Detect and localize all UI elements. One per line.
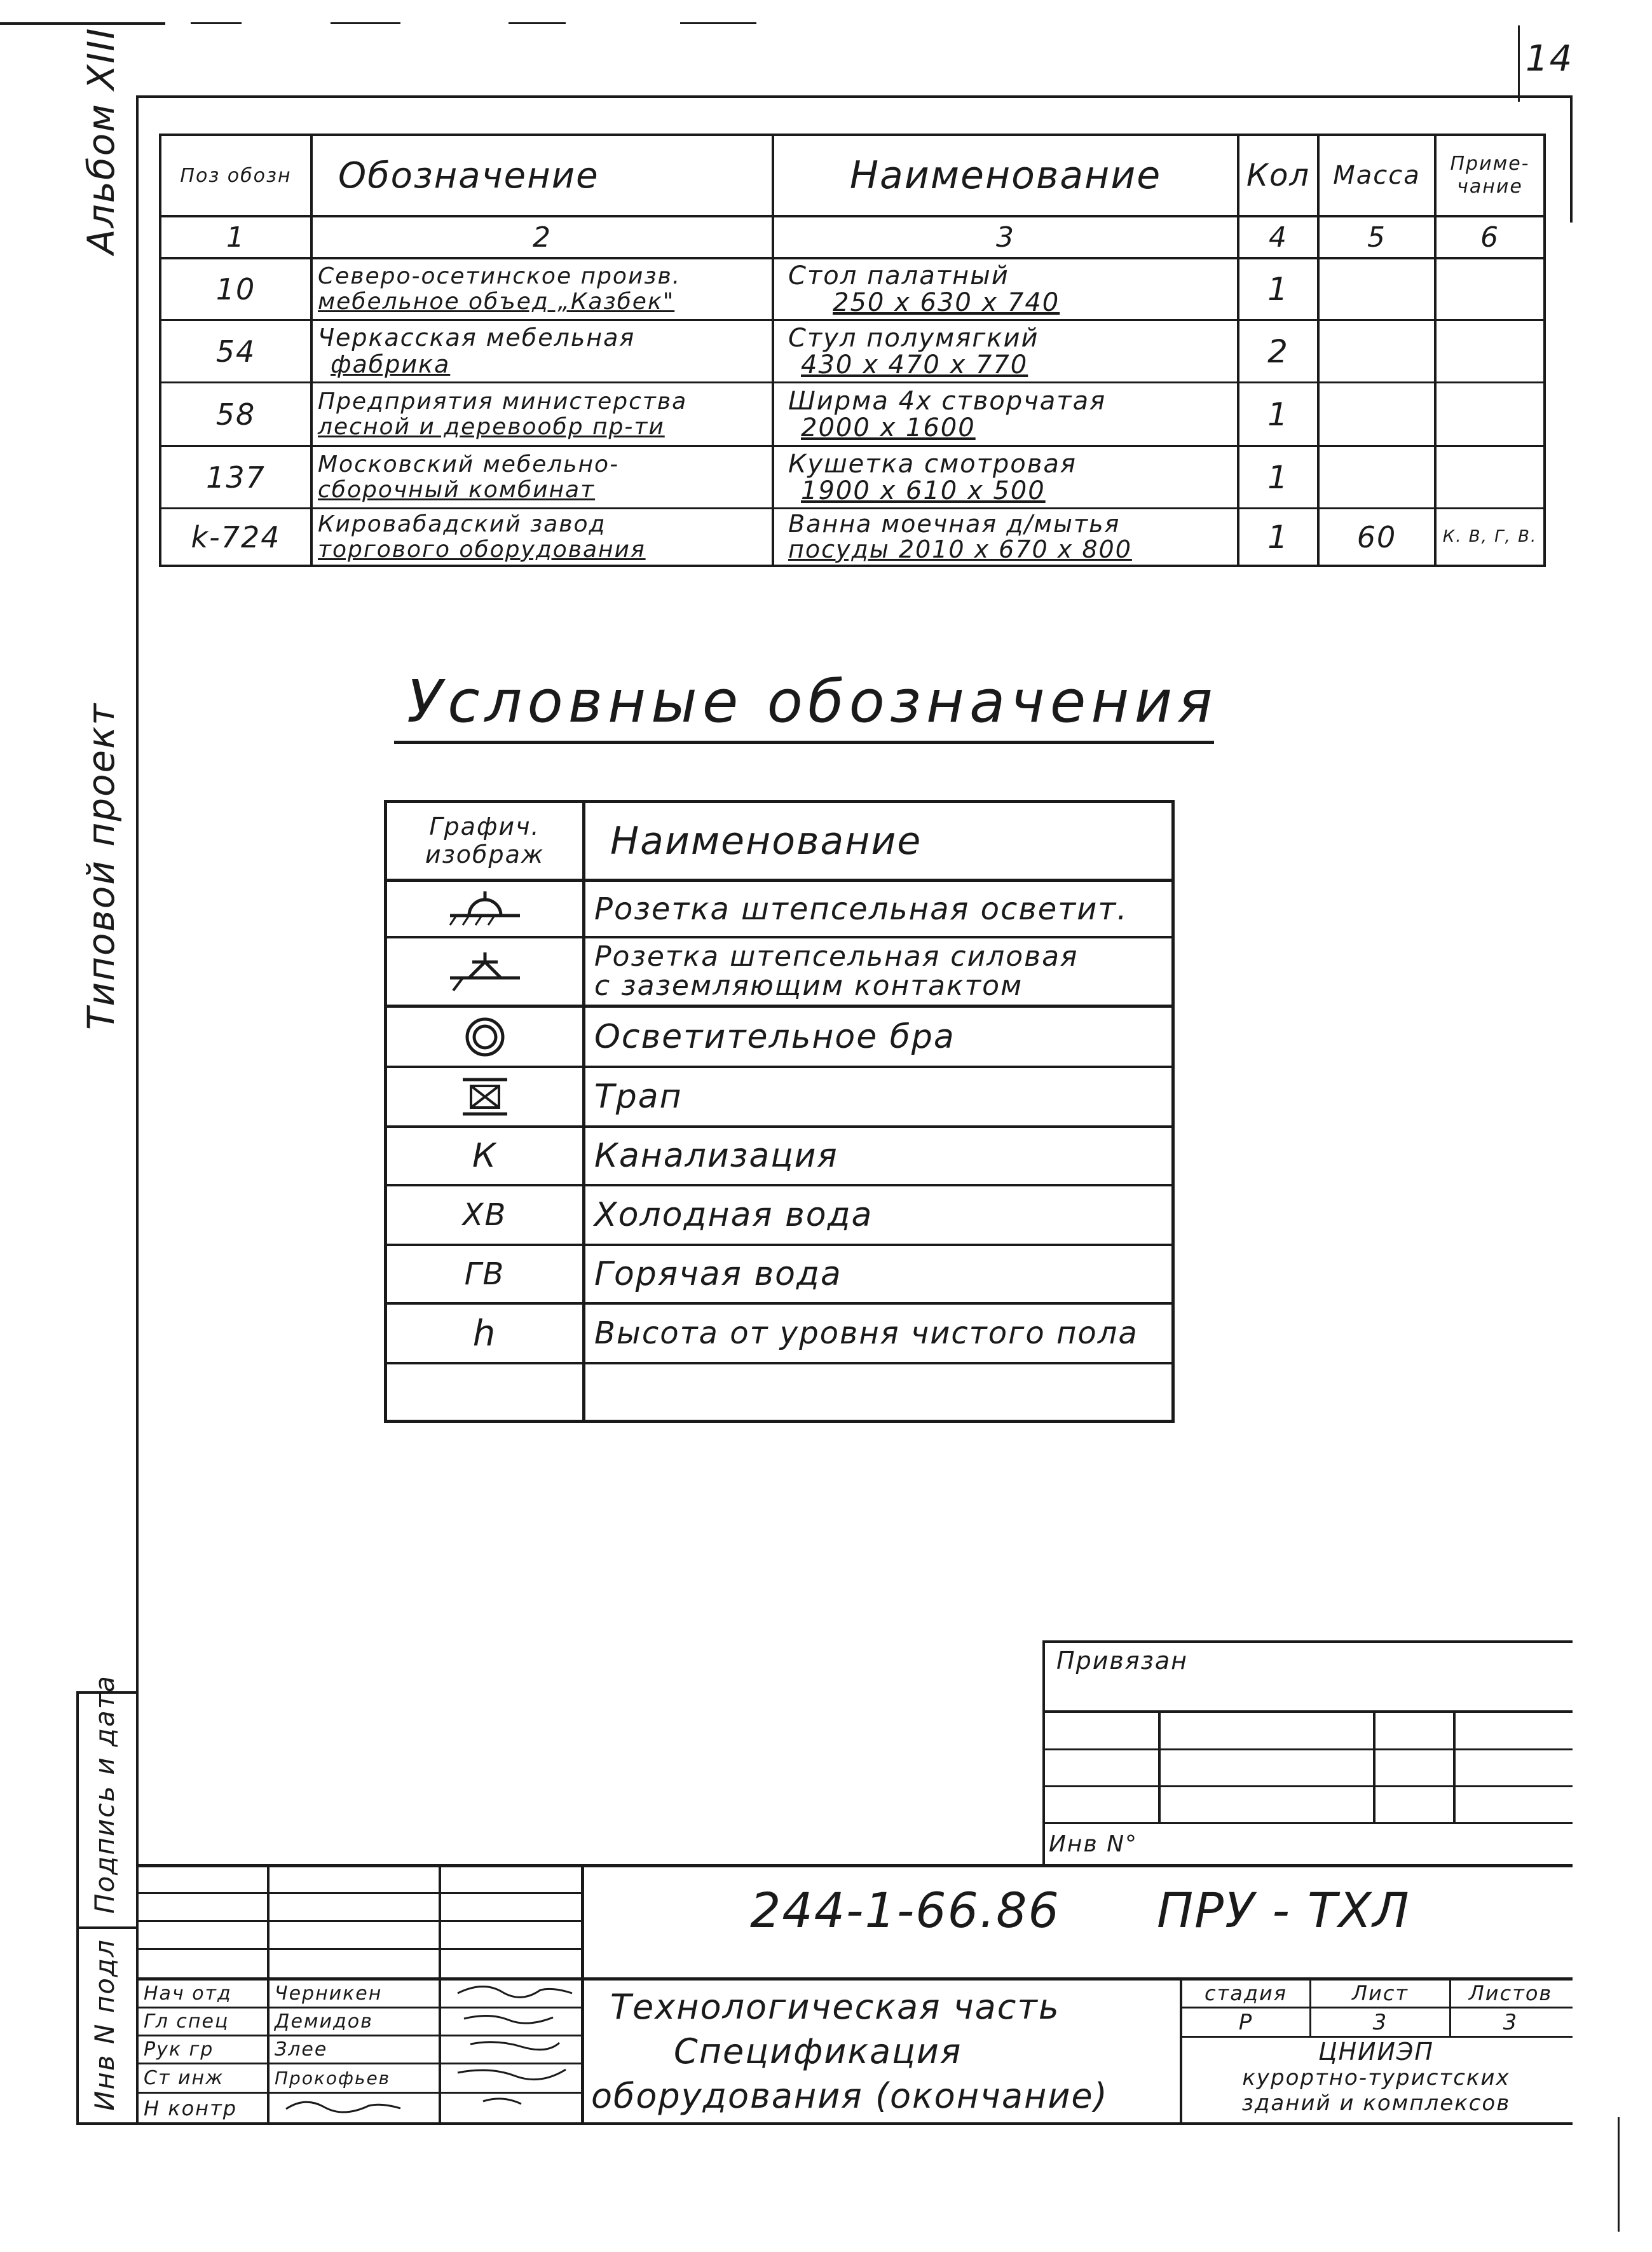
- row-qty: 1: [1267, 271, 1289, 308]
- legend-row-name: Канализация: [594, 1137, 838, 1175]
- row-qty: 1: [1267, 518, 1289, 556]
- row-name: Кушетка смотровая 1900 x 610 x 500: [788, 449, 1077, 505]
- socket-power-grounded-icon: [387, 938, 582, 1005]
- attached-label: Привязан: [1056, 1647, 1188, 1675]
- header-name: Наименование: [849, 153, 1162, 198]
- row-qty: 1: [1267, 458, 1289, 496]
- row-name: Ванна моечная д/мытья посуды 2010 x 670 x 800: [788, 509, 1132, 563]
- role-label: Гл спец: [144, 2010, 229, 2033]
- row-mass: 60: [1356, 519, 1397, 554]
- album-label: Альбом XIII: [79, 27, 123, 254]
- role-label: Ст инж: [144, 2067, 224, 2089]
- legend-title: Условные обозначения: [407, 668, 1218, 736]
- legend-header-name: Наименование: [610, 818, 922, 863]
- legend-row-name: Розетка штепсельная силовая с заземляющим контактом: [594, 940, 1079, 1002]
- sheet-label: Лист: [1351, 1981, 1409, 2005]
- legend-row-symbol: ХВ: [462, 1197, 507, 1233]
- floor-drain-icon: [387, 1068, 582, 1125]
- header-note: Приме-чание: [1450, 153, 1530, 198]
- legend-row-symbol: К: [472, 1137, 497, 1175]
- row-note: К. В, Г, В.: [1442, 527, 1538, 547]
- row-designation: Кировабадский завод торгового оборудования: [318, 511, 646, 563]
- document-section: ПРУ - ТХЛ: [1157, 1882, 1410, 1939]
- description-line-2: Спецификация: [674, 2031, 962, 2071]
- inv-no-label: Инв N подл: [89, 1939, 120, 2111]
- row-name: Стол палатный 250 x 630 x 740: [788, 261, 1060, 317]
- page-number: 14: [1526, 38, 1574, 79]
- description-line-3: оборудования (окончание): [591, 2076, 1109, 2116]
- organization-line-3: зданий и комплексов: [1241, 2091, 1511, 2116]
- row-pos: 137: [206, 460, 266, 495]
- row-pos: k-724: [191, 519, 281, 554]
- header-mass: Масса: [1333, 161, 1421, 190]
- legend-row-name: Розетка штепсельная осветит.: [594, 891, 1128, 927]
- col-number: 2: [533, 221, 552, 254]
- legend-row-name: Горячая вода: [594, 1255, 842, 1293]
- legend-row-name: Осветительное бра: [594, 1017, 955, 1056]
- signature-scribble: [280, 2093, 407, 2121]
- role-label: Рук гр: [144, 2038, 214, 2061]
- row-pos: 58: [215, 397, 256, 432]
- header-pos: Поз обозн: [180, 164, 292, 187]
- sheets-value: 3: [1503, 2009, 1519, 2035]
- row-pos: 54: [215, 334, 256, 369]
- sheet-value: 3: [1372, 2009, 1388, 2035]
- wall-lamp-icon: [387, 1008, 582, 1066]
- signature-date-label: Подпись и дата: [89, 1675, 120, 1914]
- document-code: 244-1-66.86: [750, 1882, 1060, 1939]
- legend-row-name: Холодная вода: [594, 1196, 873, 1234]
- legend-row-name: Трап: [594, 1078, 683, 1116]
- person-name: Демидов: [275, 2010, 373, 2033]
- inv-no-binding-label: Инв N°: [1049, 1831, 1138, 1857]
- col-number: 6: [1480, 221, 1499, 254]
- legend-row-name: Высота от уровня чистого пола: [594, 1315, 1138, 1351]
- legend-row-symbol: h: [472, 1312, 497, 1354]
- socket-lighting-icon: [387, 882, 582, 936]
- legend-header-graphic: Графич. изображ: [425, 812, 545, 869]
- row-designation: Предприятия министерства лесной и деревообр пр-ти: [318, 388, 688, 440]
- row-qty: 1: [1267, 395, 1289, 433]
- stage-value: Р: [1238, 2009, 1253, 2035]
- header-designation: Обозначение: [338, 154, 599, 196]
- role-label: Нач отд: [144, 1982, 232, 2005]
- col-number: 1: [226, 221, 245, 254]
- signature-scribbles: [445, 1981, 578, 2120]
- description-line-1: Технологическая часть: [610, 1987, 1060, 2027]
- person-name: Прокофьев: [275, 2068, 391, 2089]
- row-designation: Северо-осетинское произв. мебельное объед „Казбек": [318, 263, 681, 315]
- col-number: 3: [996, 221, 1015, 254]
- header-qty: Кол: [1246, 158, 1311, 193]
- row-designation: Московский мебельно- сборочный комбинат: [318, 451, 620, 503]
- project-label: Типовой проект: [79, 702, 123, 1030]
- row-name: Стул полумягкий 430 x 470 x 770: [788, 323, 1039, 380]
- organization-name: ЦНИИЭП: [1318, 2038, 1435, 2066]
- row-pos: 10: [215, 272, 256, 306]
- person-name: Злее: [275, 2038, 328, 2061]
- sheets-label: Листов: [1468, 1981, 1553, 2005]
- person-name: Черникен: [275, 1982, 383, 2005]
- organization-line-2: курортно-туристских: [1242, 2065, 1510, 2091]
- col-number: 4: [1269, 221, 1288, 254]
- col-number: 5: [1367, 221, 1386, 254]
- row-qty: 2: [1267, 333, 1289, 370]
- stage-label: стадия: [1204, 1981, 1287, 2005]
- row-name: Ширма 4х створчатая 2000 x 1600: [788, 386, 1107, 443]
- role-label: Н контр: [144, 2096, 238, 2120]
- legend-row-symbol: ГВ: [464, 1256, 505, 1292]
- row-designation: Черкасская мебельная фабрика: [318, 323, 636, 378]
